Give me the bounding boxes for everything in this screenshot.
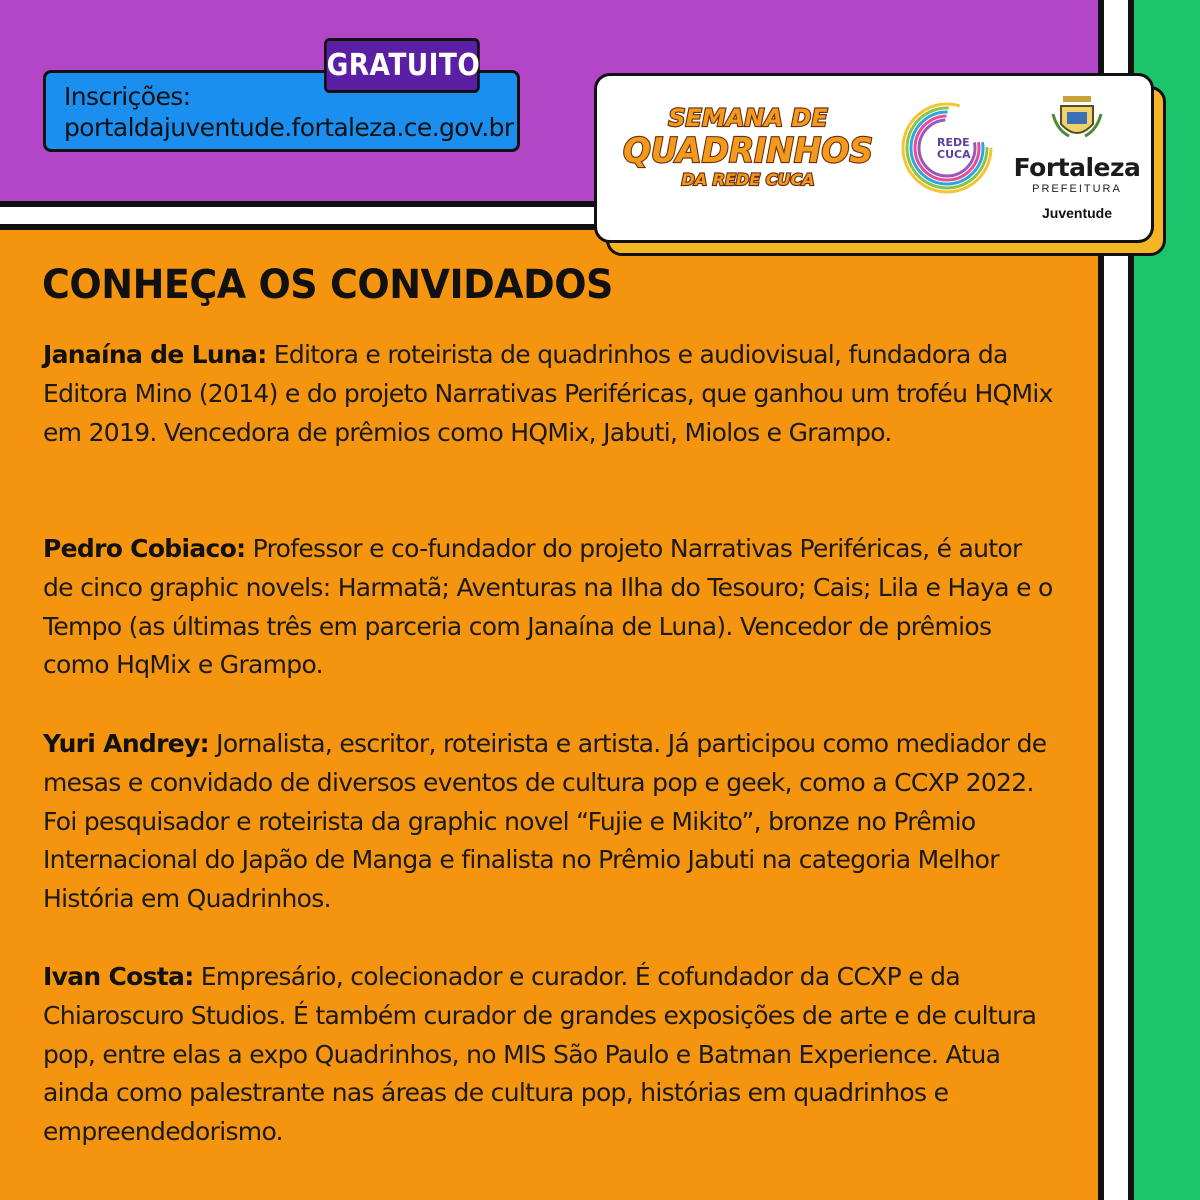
signup-label: Inscrições: (64, 82, 191, 111)
semana-de-quadrinhos-logo (617, 98, 879, 198)
guest-bio (43, 530, 1053, 685)
guest-bio (43, 958, 1053, 1152)
guest-bio (43, 336, 1053, 452)
juventude-label: Juventude (1041, 205, 1112, 221)
guest-description: Editora e roteirista de quadrinhos e audiovisual, fundadora da Editora Mino (2014) e do projeto Narrativas Periféricas, que ganhou um troféu HQMix em 2019. Vencedora de prêmios como HQMix, Jabuti, Miolos e Grampo. (43, 340, 1053, 447)
semana-line2: QUADRINHOS (623, 131, 873, 171)
fortaleza-logo (1007, 90, 1147, 230)
guest-name: Yuri Andrey: (43, 729, 209, 758)
rede-cuca-logo (897, 98, 997, 198)
fortaleza-name: Fortaleza (1013, 153, 1141, 182)
guest-name: Pedro Cobiaco: (43, 534, 246, 563)
semana-line3: DA REDE CUCA (681, 170, 815, 189)
page-title: CONHEÇA OS CONVIDADOS (42, 262, 613, 308)
guest-description: Jornalista, escritor, roteirista e artista. Já participou como mediador de mesas e convidado de diversos eventos de cultura pop e geek, como a CCXP 2022. Foi pesquisador e roteirista da graphic novel “Fujie e Mikito”, bronze no Prêmio Internacional do Japão de Manga e finalista no Prêmio Jabuti na categoria Melhor História em Quadrinhos. (43, 729, 1047, 914)
logo-card (594, 73, 1154, 243)
rede-text: REDE (937, 136, 970, 149)
guest-description: Empresário, colecionador e curador. É cofundador da CCXP e da Chiaroscuro Studios. É também curador de grandes exposições de arte e de cultura pop, entre elas a expo Quadrinhos, no MIS São Paulo e Batman Experience. Atua ainda como palestrante nas áreas de cultura pop, histórias em quadrinhos e empreendedorismo. (43, 962, 1037, 1147)
guest-bio (43, 725, 1053, 919)
cuca-text: CUCA (937, 148, 971, 161)
coat-of-arms-icon (1049, 90, 1105, 146)
guest-description: Professor e co-fundador do projeto Narrativas Periféricas, é autor de cinco graphic novels: Harmatã; Aventuras na Ilha do Tesouro; Cais; Lila e Haya e o Tempo (as últimas três em parceria com Janaína de Luna). Vencedor de prêmios como HqMix e Grampo. (43, 534, 1053, 680)
free-badge: GRATUITO (324, 38, 480, 93)
semana-line1: SEMANA DE (668, 104, 828, 132)
guest-name: Janaína de Luna: (43, 340, 267, 369)
signup-url-link[interactable]: portaldajuventude.fortaleza.ce.gov.br (64, 113, 514, 142)
guest-name: Ivan Costa: (43, 962, 194, 991)
prefeitura-label: PREFEITURA (1032, 183, 1122, 195)
